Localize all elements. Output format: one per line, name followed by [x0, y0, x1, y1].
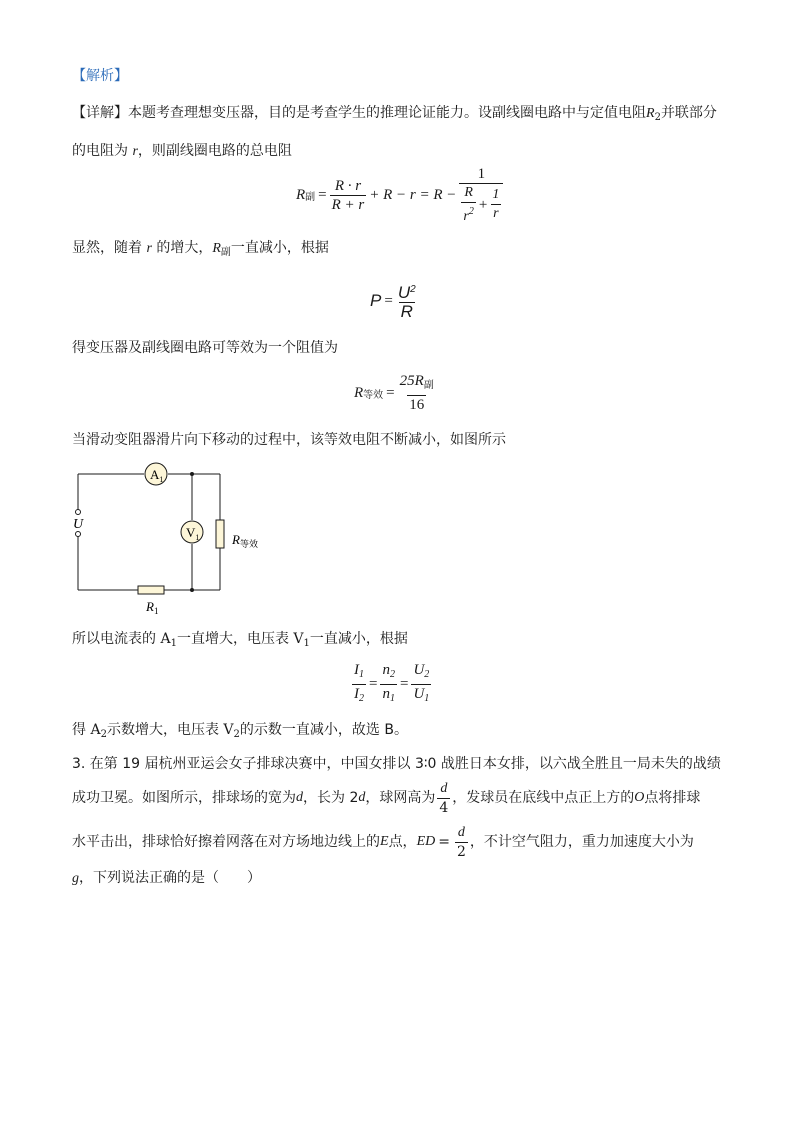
svg-text:R等效: $R_{等效}$: [232, 532, 258, 550]
resistor-r1: [138, 586, 164, 594]
analysis-tag: 【解析】: [72, 68, 128, 84]
equation-power: P = $\frac{U^2}{R}$: [370, 283, 416, 321]
detail-line-2: 的电阻为 r，则副线圈电路的总电阻: [72, 143, 292, 159]
equation-total-resistance: R 副 = $\frac{R \cdot r}{R + r}$ + R − r = R − 1 $\frac{R}{r^2}$ + $\frac{1}{r}$: [296, 164, 503, 226]
detail-line-6: 所以电流表的 $A_1$一直增大，电压表 $V_1$一直减小，根据: [72, 631, 408, 649]
question-3-line-2: 成功卫冕。如图所示，排球场的宽为 d ，长为 2 d ，球网高为 $\frac{d}{4}$ ，发球员在底线中点正上方的 O 点将排球: [72, 780, 701, 816]
detail-line-4: 得变压器及副线圈电路可等效为一个阻值为: [72, 340, 338, 356]
svg-text:U: U: [73, 517, 84, 532]
detail-line-5: 当滑动变阻器滑片向下移动的过程中，该等效电阻不断减小，如图所示: [72, 432, 506, 448]
equation-equivalent-resistance: R 等效 = $\frac{25R_副}{16}$: [354, 373, 434, 413]
equation-transformer-ratio: $\frac{I_1}{I_2}$ = $\frac{n_2}{n_1}$ = $\frac{U_2}{U_1}$: [352, 660, 431, 708]
nested-fraction: 1 $\frac{R}{r^2}$ + $\frac{1}{r}$: [459, 165, 503, 226]
question-3-line-3: 水平击出，排球恰好擦着网落在对方场地边线上的 E 点， ED = $\frac{d}{2}$ ，不计空气阻力，重力加速度大小为: [72, 824, 694, 860]
question-3-line-1: 3. 在第 19 届杭州亚运会女子排球决赛中，中国女排以 3∶0 战胜日本女排，以六战全胜且一局未失的战绩: [72, 756, 721, 772]
detail-tag: 【详解】: [72, 105, 128, 121]
terminal-top: [76, 510, 81, 515]
terminal-bottom: [76, 532, 81, 537]
svg-text:V1: $V_1$: [186, 525, 200, 542]
circuit-diagram: [64, 456, 274, 621]
detail-line-1: 【详解】本题考查理想变压器，目的是考查学生的推理论证能力。设副线圈电路中与定值电阻$R_2$并联部分: [72, 105, 717, 123]
detail-line-7: 得 $A_2$示数增大，电压表 $V_2$的示数一直减小，故选 B。: [72, 722, 408, 740]
svg-text:A1: $A_1$: [150, 467, 164, 484]
question-3-line-4: g，下列说法正确的是（ ）: [72, 870, 261, 886]
detail-line-3: 显然，随着 r 的增大，$R_副$一直减小，根据: [72, 240, 329, 258]
svg-text:R1: $R_1$: [146, 599, 159, 616]
resistor-equivalent: [216, 520, 224, 548]
